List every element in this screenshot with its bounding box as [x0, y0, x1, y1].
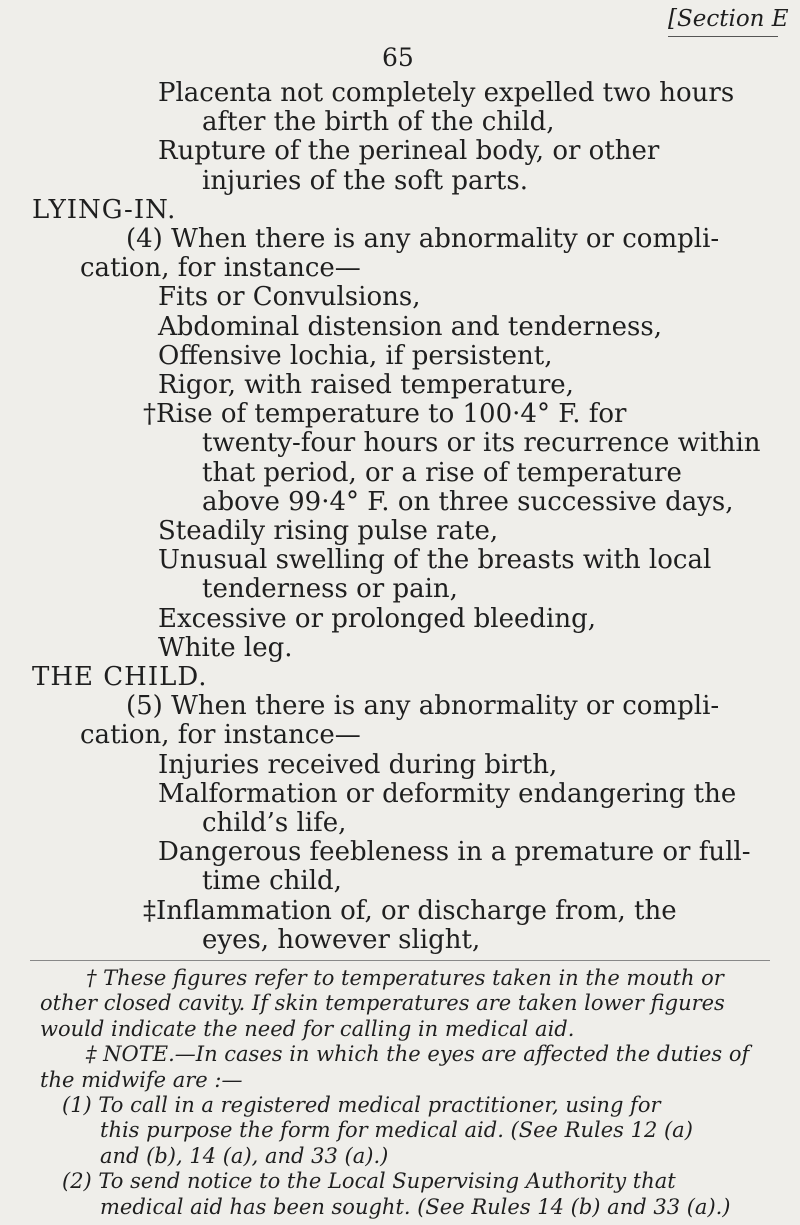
body-line: Malformation or deformity endangering the: [158, 778, 737, 809]
page-number: 65: [382, 43, 414, 72]
body-line: time child,: [202, 866, 342, 897]
footnote-line: and (b), 14 (a), and 33 (a).): [100, 1143, 389, 1168]
body-line: above 99·4° F. on three successive days,: [202, 486, 734, 517]
footnote-line: † These figures refer to temperatures taken in the mouth or: [86, 966, 724, 990]
footnote-line: would indicate the need for calling in medical aid.: [40, 1016, 575, 1041]
body-line: Placenta not completely expelled two hours: [158, 78, 735, 108]
body-line: Unusual swelling of the breasts with local: [158, 545, 712, 576]
body-line: eyes, however slight,: [202, 924, 481, 955]
body-line: after the birth of the child,: [202, 107, 555, 138]
footnote-line: the midwife are :—: [40, 1067, 243, 1092]
body-line: child’s life,: [202, 808, 347, 838]
body-line: injuries of the soft parts.: [202, 165, 528, 196]
body-line: White leg.: [158, 632, 293, 663]
body-line: Offensive lochia, if persistent,: [158, 340, 553, 371]
body-line: Dangerous feebleness in a premature or full-: [158, 837, 751, 868]
footnote-line: (2) To send notice to the Local Supervising Authority that: [62, 1169, 676, 1194]
body-line: Steadily rising pulse rate,: [158, 516, 499, 546]
footnote-line: ‡ NOTE.—In cases in which the eyes are affected the duties of: [86, 1042, 750, 1067]
body-line: Abdominal distension and tenderness,: [158, 311, 662, 342]
body-line: †Rise of temperature to 100·4° F. for: [143, 399, 627, 430]
footnote-rule: [30, 960, 770, 961]
body-line: twenty-four hours or its recurrence within: [202, 428, 761, 459]
footnote-line: (1) To call in a registered medical practitioner, using for: [62, 1093, 661, 1117]
body-line: (4) When there is any abnormality or compli-: [126, 224, 720, 254]
header-rule: [668, 36, 778, 37]
footnote-line: other closed cavity. If skin temperatures are taken lower figures: [40, 991, 725, 1016]
section-heading-lying-in: LYING-IN.: [32, 194, 177, 225]
body-line: Excessive or prolonged bleeding,: [158, 603, 597, 634]
body-line: Rupture of the perineal body, or other: [158, 136, 660, 167]
section-label: [Section E: [668, 6, 789, 32]
body-line: that period, or a rise of temperature: [202, 457, 682, 488]
footnote-line: medical aid has been sought. (See Rules 14 (b) and 33 (a).): [100, 1194, 731, 1219]
body-line: Injuries received during birth,: [158, 749, 558, 780]
body-line: (5) When there is any abnormality or compli-: [126, 691, 720, 722]
body-line: cation, for instance—: [80, 253, 361, 284]
body-line: ‡Inflammation of, or discharge from, the: [143, 895, 677, 926]
body-line: Rigor, with raised temperature,: [158, 370, 574, 400]
footnote-line: this purpose the form for medical aid. (See Rules 12 (a): [100, 1118, 693, 1143]
section-heading-the-child: THE CHILD.: [32, 662, 208, 692]
body-line: cation, for instance—: [80, 720, 361, 751]
body-line: Fits or Convulsions,: [158, 282, 421, 313]
body-line: tenderness or pain,: [202, 574, 458, 605]
